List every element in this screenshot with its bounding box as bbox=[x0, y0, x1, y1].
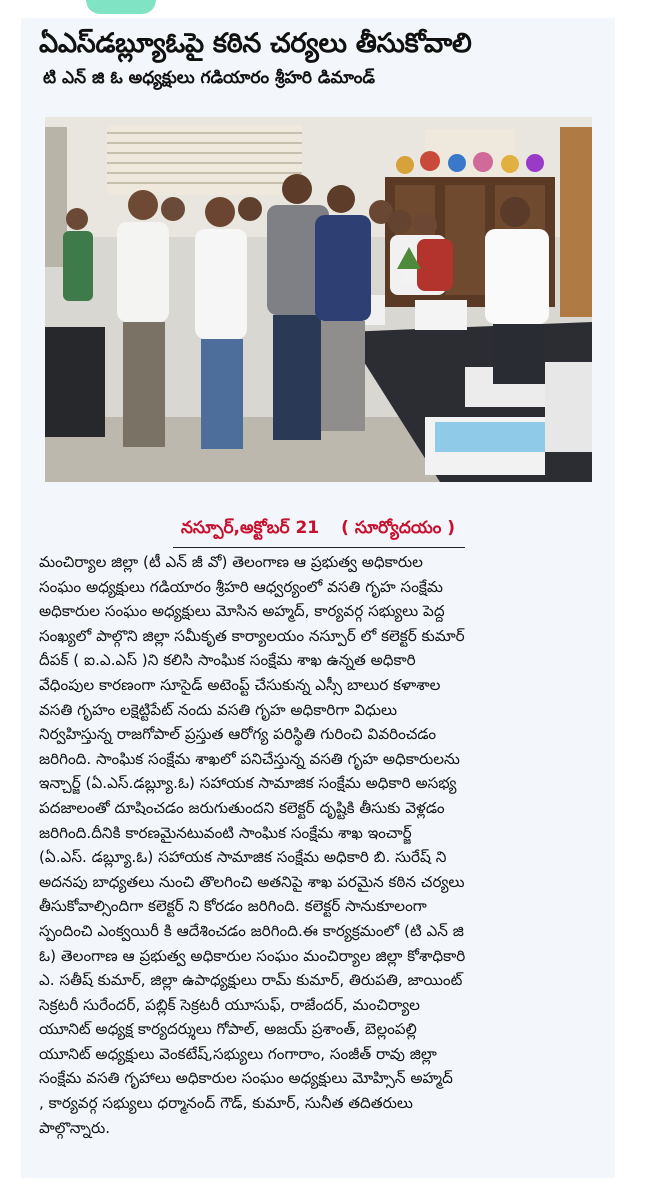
news-photo bbox=[45, 117, 592, 482]
article-body bbox=[39, 550, 599, 1140]
article-line: ఎ. సతీష్ కుమార్, జిల్లా ఉపాధ్యక్షులు రామ్ కుమార్, తిరుపతి, జాయింట్ bbox=[39, 971, 463, 990]
article-line: సంక్షేమ వసతి గృహాలు అధికారుల సంఘం అధ్యక్షులు మోహ్సిన్ అహ్మద్ bbox=[39, 1069, 453, 1088]
article-line: పదజాలంతో దూషించడం జరుగుతుందని కలెక్టర్ దృష్టికి తీసుకు వెళ్లడం bbox=[39, 798, 445, 817]
article-line: సంఖ్యలో పాల్గొని జిల్లా సమీకృత కార్యాలయం నస్పూర్ లో కలెక్టర్ కుమార్ bbox=[39, 626, 465, 645]
top-accent-tab bbox=[86, 0, 156, 14]
dateline-source: ( సూర్యోదయం ) bbox=[341, 518, 455, 538]
article-line: సంఘం అధ్యక్షులు గడియారం శ్రీహరి ఆధ్వర్యంలో వసతి గృహ సంక్షేమ bbox=[39, 577, 443, 596]
news-clipping-panel bbox=[21, 18, 615, 1178]
dateline bbox=[21, 516, 615, 540]
article-line: అధికారుల సంఘం అధ్యక్షులు మోసిన అహ్మద్, కార్యవర్గ సభ్యులు పెద్ద bbox=[39, 602, 445, 621]
article-line: అదనపు బాధ్యతలు నుంచి తొలగించి అతనిపై శాఖ పరమైన కఠిన చర్యలు bbox=[39, 872, 465, 891]
article-line: యూనిట్ అధ్యక్షులు వెంకటేష్,సభ్యులు గంగారాం, సంజీత్ రావు జిల్లా bbox=[39, 1044, 437, 1063]
article-line: వసతి గృహం లక్షెట్టిపేట్ నందు వసతి గృహ అధికారిగా విధులు bbox=[39, 700, 398, 719]
dateline-place-date: నస్పూర్,అక్టోబర్ 21 bbox=[181, 518, 320, 538]
article-line: సెక్రటరీ సురేందర్, పబ్లిక్ సెక్రటరీ యూసుఫ్, రాజేందర్, మంచిర్యాల bbox=[39, 995, 420, 1014]
article-line: పాల్గొన్నారు. bbox=[39, 1118, 111, 1137]
article-line: మంచిర్యాల జిల్లా (టీ ఎన్ జీ వో) తెలంగాణ ఆ ప్రభుత్వ అధికారుల bbox=[39, 553, 423, 571]
subheadline: టి ఎన్ జి ఓ అధ్యక్షులు గడియారం శ్రీహరి డిమాండ్ bbox=[43, 68, 375, 88]
article-line: యూనిట్ అధ్యక్ష కార్యదర్శులు గోపాల్, అజయ్ ప్రశాంత్, బెల్లంపల్లి bbox=[39, 1020, 417, 1039]
article-line: ఇన్చార్జ్ (ఏ.ఎస్.డబ్ల్యూ.ఓ) సహాయక సామాజిక సంక్షేమ అధికారి అసభ్య bbox=[39, 774, 457, 793]
article-line: తీసుకోవాల్సిందిగా కలెక్టర్ ని కోరడం జరిగింది. కలెక్టర్ సానుకూలంగా bbox=[39, 897, 427, 916]
headline: ఏఎస్‌డబ్ల్యూఓపై కఠిన చర్యలు తీసుకోవాలి bbox=[39, 28, 472, 59]
article-line: (ఏ.ఎస్. డబ్ల్యూ.ఓ) సహాయక సామాజిక సంక్షేమ అధికారి బి. సురేష్ ని bbox=[39, 848, 447, 867]
article-line: జరిగింది. సాంఘిక సంక్షేమ శాఖలో పనిచేస్తున్న వసతి గృహ అధికారులను bbox=[39, 749, 460, 768]
article-line: వేధింపుల కారణంగా సూసైడ్ అటెంప్ట్ చేసుకున్న ఎస్సీ బాలుర కళాశాల bbox=[39, 675, 441, 694]
article-line: దీపక్ ( ఐ.ఎ.ఎస్ )ని కలిసి సాంఘిక సంక్షేమ శాఖ ఉన్నత అధికారి bbox=[39, 651, 416, 670]
article-line: ఓ) తెలంగాణ ఆ ప్రభుత్వ అధికారుల సంఘం మంచిర్యాల జిల్లా కోశాధికారి bbox=[39, 946, 466, 965]
article-line: స్పందించి ఎంక్వయిరీ కి ఆదేశించడం జరిగింది.ఈ కార్యక్రమంలో (టి ఎన్ జి bbox=[39, 921, 464, 940]
dateline-divider bbox=[173, 547, 465, 548]
article-line: , కార్యవర్గ సభ్యులు ధర్మానంద్ గౌడ్, కుమార్, సునీత తదితరులు bbox=[39, 1094, 413, 1113]
article-line: జరిగింది.దీనికి కారణమైనటువంటి సాంఘిక సంక్షేమ శాఖ ఇంచార్జ్ bbox=[39, 823, 412, 842]
article-line: నిర్వహిస్తున్న రాజగోపాల్ ప్రస్తుత ఆరోగ్య పరిస్థితి గురించి వివరించడం bbox=[39, 725, 437, 744]
